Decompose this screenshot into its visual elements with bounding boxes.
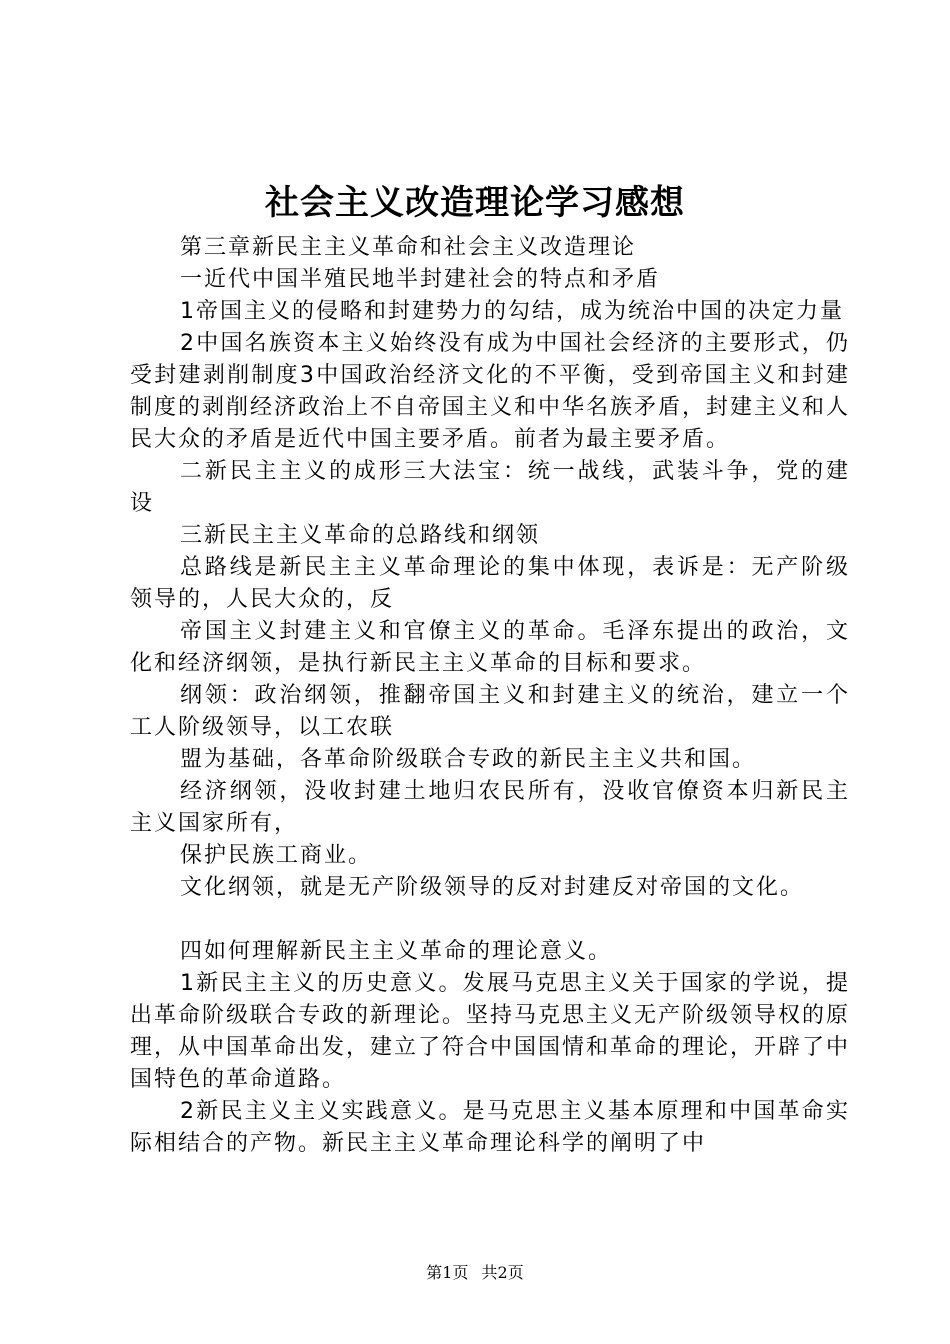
document-body xyxy=(130,232,850,1160)
paragraph: 三新民主主义革命的总路线和纲领 xyxy=(180,523,541,548)
paragraph: 第三章新民主主义革命和社会主义改造理论 xyxy=(180,235,637,260)
paragraph: 纲领：政治纲领，推翻帝国主义和封建主义的统治，建立一个工人阶级领导，以工农联 xyxy=(130,683,850,740)
page-number: 第1页 xyxy=(426,1263,469,1282)
paragraph: 2中国名族资本主义始终没有成为中国社会经济的主要形式，仍受封建剥削制度3中国政治经济文化的不平衡，受到帝国主义和封建制度的剥削经济政治上不自帝国主义和中华名族矛盾，封建主义和人民大众的矛盾是近代中国主要矛盾。前者为最主要矛盾。 xyxy=(130,331,851,452)
paragraph: 2新民主义主义实践意义。是马克思主义基本原理和中国革命实际相结合的产物。新民主主义革命理论科学的阐明了中 xyxy=(130,1099,850,1156)
paragraph: 保护民族工商业。 xyxy=(180,843,373,868)
paragraph: 二新民主主义的成形三大法宝：统一战线，武装斗争，党的建设 xyxy=(130,459,850,516)
paragraph: 四如何理解新民主主义革命的理论意义。 xyxy=(180,939,613,964)
document-title: 社会主义改造理论学习感想 xyxy=(265,183,685,223)
paragraph: 1帝国主义的侵略和封建势力的勾结，成为统治中国的决定力量 xyxy=(180,299,844,324)
paragraph: 总路线是新民主主义革命理论的集中体现，表诉是：无产阶级领导的，人民大众的，反 xyxy=(130,555,850,612)
paragraph: 一近代中国半殖民地半封建社会的特点和矛盾 xyxy=(180,267,661,292)
paragraph: 帝国主义封建主义和官僚主义的革命。毛泽东提出的政治，文化和经济纲领，是执行新民主主义革命的目标和要求。 xyxy=(130,619,850,676)
paragraph: 经济纲领，没收封建土地归农民所有，没收官僚资本归新民主主义国家所有， xyxy=(130,779,850,836)
paragraph: 1新民主主义的历史意义。发展马克思主义关于国家的学说，提出革命阶级联合专政的新理论。坚持马克思主义无产阶级领导权的原理，从中国革命出发，建立了符合中国国情和革命的理论，开辟了中国特色的革命道路。 xyxy=(130,971,851,1092)
page-footer xyxy=(0,1262,950,1284)
paragraph: 文化纲领，就是无产阶级领导的反对封建反对帝国的文化。 xyxy=(180,875,805,900)
paragraph: 盟为基础，各革命阶级联合专政的新民主主义共和国。 xyxy=(180,747,757,772)
page-total: 共2页 xyxy=(481,1263,524,1282)
